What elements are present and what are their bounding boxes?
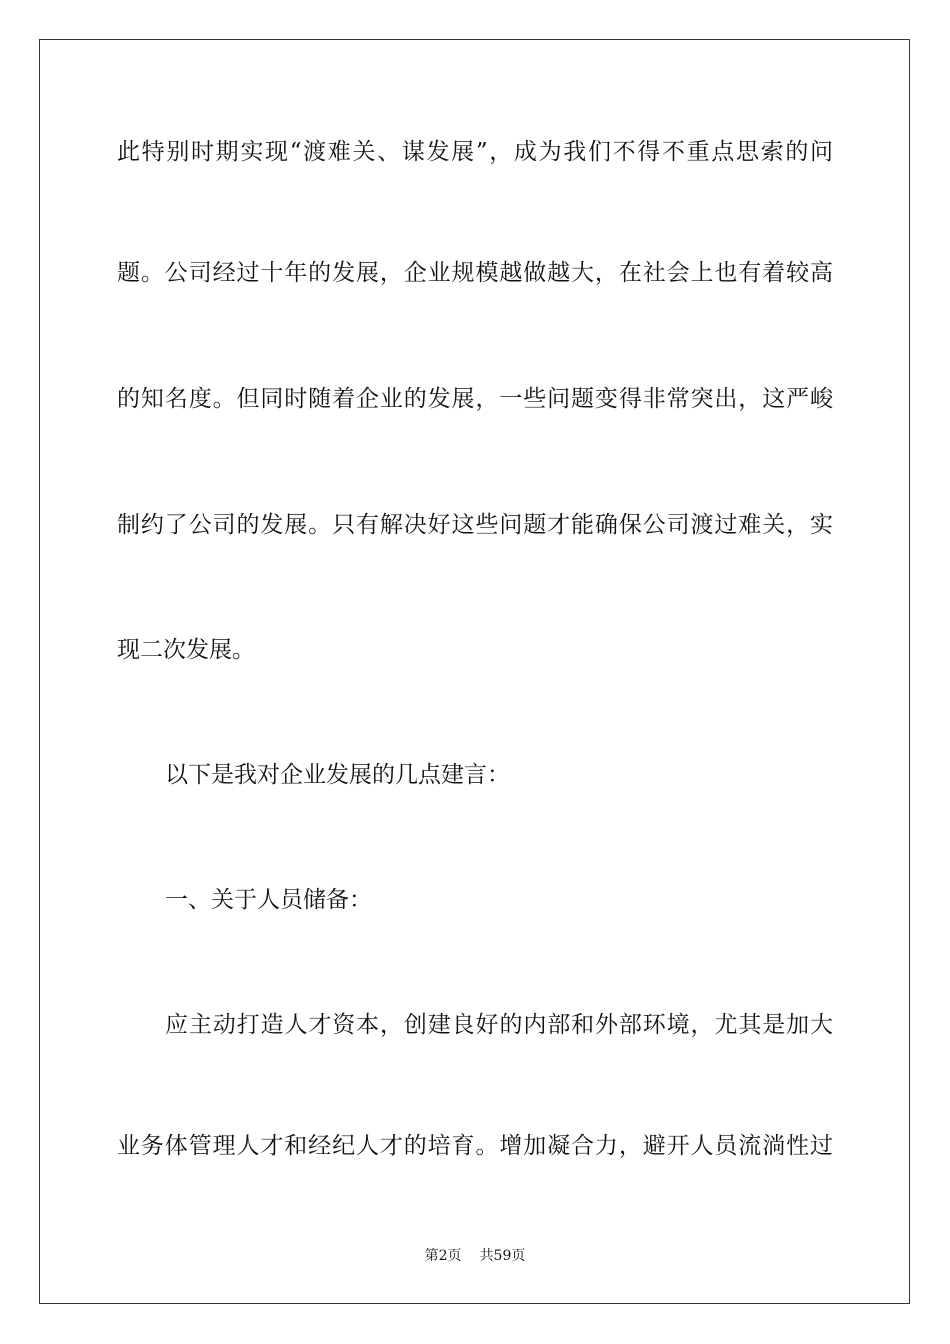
body-text-line: 现二次发展。 [117, 637, 255, 663]
page-number: 第2页 [424, 1248, 462, 1264]
body-text-line: 业务体管理人才和经纪人才的培育。增加凝合力，避开人员流淌性过 [117, 1133, 833, 1159]
body-text-line: 此特别时期实现“渡难关、谋发展”，成为我们不得不重点思索的问 [117, 139, 833, 165]
body-text-line: 应主动打造人才资本，创建良好的内部和外部环境，尤其是加大 [165, 1012, 833, 1038]
page-total: 共59页 [479, 1248, 526, 1264]
body-text-line: 制约了公司的发展。只有解决好这些问题才能确保公司渡过难关，实 [117, 512, 833, 538]
page-footer [0, 1247, 950, 1265]
page-border [39, 39, 910, 1304]
body-text-line: 的知名度。但同时随着企业的发展，一些问题变得非常突出，这严峻 [117, 386, 833, 412]
section-heading: 一、关于人员储备： [165, 887, 372, 913]
paragraph-intro: 以下是我对企业发展的几点建言： [165, 762, 510, 788]
body-text-line: 题。公司经过十年的发展，企业规模越做越大，在社会上也有着较高 [117, 260, 833, 286]
